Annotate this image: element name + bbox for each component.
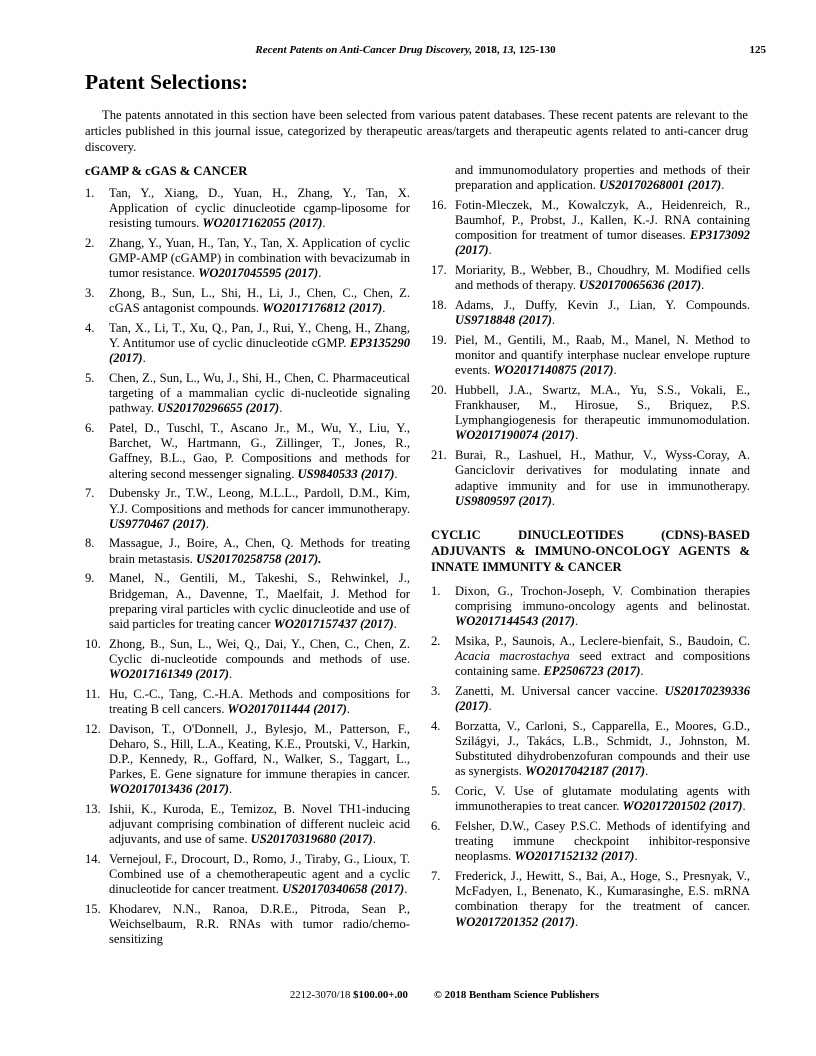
entry-text: Msika, P., Saunois, A., Leclere-bienfait, S., Baudoin, C. Acacia macrostachya seed extract and compositions containing same. EP2506723 (2017). — [455, 633, 750, 679]
patent-number: WO2017144543 (2017) — [455, 614, 575, 629]
copyright-notice: © 2018 Bentham Science Publishers — [433, 989, 600, 1001]
patent-number: US20170258758 (2017). — [196, 551, 322, 566]
entry-number: 17. — [431, 263, 447, 278]
patent-entry — [431, 448, 750, 509]
entry-text: Tan, Y., Xiang, D., Yuan, H., Zhang, Y., Tan, X. Application of cyclic dinucleotide cgamp-liposome for resisting tumours. WO2017162055 (2017). — [109, 186, 410, 231]
entry-text: Dixon, G., Trochon-Joseph, V. Combination therapies comprising immuno-oncology agents and belinostat. WO2017144543 (2017). — [455, 583, 750, 629]
entry-number: 1. — [431, 583, 441, 598]
patent-number: US9840533 (2017) — [297, 466, 395, 481]
entry-number: 3. — [431, 683, 441, 698]
entry-continuation — [431, 163, 750, 193]
issn-price — [290, 989, 408, 1001]
patent-number: WO2017042187 (2017) — [525, 764, 646, 779]
entry-number: 9. — [85, 571, 95, 586]
patent-entry — [85, 421, 410, 482]
patent-number: WO2017152132 (2017) — [514, 849, 635, 864]
entry-number: 4. — [431, 718, 441, 733]
patent-number: WO2017201352 (2017) — [455, 914, 575, 929]
patent-number: WO2017157437 (2017) — [273, 616, 394, 631]
patent-number: EP3173092 (2017) — [455, 228, 750, 258]
patent-entry — [85, 186, 410, 231]
patent-entry — [431, 684, 750, 714]
patent-number: WO2017176812 (2017) — [262, 301, 383, 316]
patent-number: WO2017140875 (2017) — [493, 363, 614, 378]
entry-text: Chen, Z., Sun, L., Wu, J., Shi, H., Chen, C. Pharmaceutical targeting of a mammalian cyclic di-nucleotide signaling pathway. US20170296655 (2017). — [109, 371, 410, 416]
entry-text: Manel, N., Gentili, M., Takeshi, S., Rehwinkel, J., Bridgeman, A., Davenne, T., Maelfait, J. Method for preparing viral particles with cyclic dinucleotide and use of said particles for treating cancer WO2017157437 (2017). — [109, 571, 410, 631]
issn-code: 2212-3070/18 — [289, 989, 351, 1001]
patent-number: US9809597 (2017) — [455, 493, 552, 508]
patent-entry — [431, 383, 750, 444]
entry-text: Felsher, D.W., Casey P.S.C. Methods of identifying and treating immune checkpoint inhibitor-responsive neoplasms. WO2017152132 (2017). — [455, 819, 750, 864]
italic-term: Acacia macrostachya — [455, 649, 570, 664]
journal-pages: 125-130 — [518, 44, 556, 56]
patent-number: US20170319680 (2017) — [250, 832, 373, 847]
entry-number: 4. — [85, 321, 95, 336]
patent-number: US20170296655 (2017) — [157, 401, 280, 416]
patent-entry — [431, 198, 750, 259]
patent-number: WO2017161349 (2017) — [109, 666, 229, 681]
patent-number: US20170065636 (2017) — [579, 278, 702, 293]
entry-text: Zhong, B., Sun, L., Shi, H., Li, J., Chen, C., Chen, Z. cGAS antagonist compounds. WO2017176812 (2017). — [109, 286, 410, 316]
entry-text: Zhong, B., Sun, L., Wei, Q., Dai, Y., Chen, C., Chen, Z. Cyclic di-nucleotide compounds and methods of use. WO2017161349 (2017). — [109, 636, 410, 681]
patent-entry — [85, 571, 410, 632]
entry-text: Frederick, J., Hewitt, S., Bai, A., Hoge, S., Presnyak, V., McFadyen, I., Benenato, K., Kumarasinghe, E.S. mRNA combination therapy for the treatment of cancer. WO2017201352 (2017). — [455, 869, 750, 929]
patent-number: WO2017013436 (2017) — [109, 782, 229, 797]
entry-text: Zhang, Y., Yuan, H., Tan, Y., Tan, X. Application of cyclic GMP-AMP (cGAMP) in combination with bevacizumab in tumor resistance. WO2017045595 (2017). — [109, 236, 410, 281]
entry-text: Massague, J., Boire, A., Chen, Q. Methods for treating brain metastasis. US20170258758 (2017). — [109, 536, 410, 566]
entry-number: 18. — [431, 298, 447, 313]
page-title: Patent Selections: — [85, 70, 249, 94]
entry-number: 19. — [431, 332, 447, 347]
right-column — [431, 163, 750, 952]
price-code: $100.00+.00 — [353, 989, 408, 1001]
entry-number: 14. — [85, 851, 101, 866]
patent-number: WO2017011444 (2017) — [227, 701, 347, 716]
entry-number: 16. — [431, 197, 447, 212]
entry-number: 21. — [431, 448, 447, 463]
patent-entry — [85, 536, 410, 566]
entry-number: 15. — [85, 902, 101, 917]
entry-number: 1. — [85, 186, 95, 200]
patent-number: US20170268001 (2017) — [599, 178, 722, 193]
entry-number: 5. — [431, 784, 441, 799]
entry-number: 13. — [85, 801, 101, 816]
entry-number: 10. — [85, 636, 101, 651]
journal-name: Recent Patents on Anti-Cancer Drug Discovery, — [255, 44, 473, 56]
patent-entry — [85, 371, 410, 416]
patent-number: WO2017162055 (2017) — [202, 216, 323, 231]
entry-text: Borzatta, V., Carloni, S., Capparella, E., Moores, G.D., Szilágyi, J., Takács, L.B., Schmidt, J., Johnston, M. Substituted dihydrobenzofuran compounds and their use as synergists. WO2017042187 (2017). — [455, 718, 750, 779]
entry-number: 11. — [85, 686, 101, 701]
entry-text: Zanetti, M. Universal cancer vaccine. US20170239336 (2017). — [455, 683, 750, 714]
patent-entry — [85, 486, 410, 531]
entry-number: 20. — [431, 383, 447, 397]
entry-text: Dubensky Jr., T.W., Leong, M.L.L., Pardoll, D.M., Kim, Y.J. Compositions and methods for cancer immunotherapy. US9770467 (2017). — [109, 486, 410, 531]
entry-text: and immunomodulatory properties and methods of their preparation and application. US20170268001 (2017). — [455, 163, 750, 193]
entry-text: Adams, J., Duffy, Kevin J., Lian, Y. Compounds. US9718848 (2017). — [455, 298, 750, 328]
entry-number: 7. — [85, 486, 95, 501]
patent-number: WO2017045595 (2017) — [198, 266, 319, 281]
patent-entry — [85, 902, 410, 947]
entry-text: Burai, R., Lashuel, H., Mathur, V., Wyss-Coray, A. Ganciclovir derivatives for modulating innate and adaptive immunity and for use in immunotherapy. US9809597 (2017). — [455, 448, 750, 508]
section-heading: cGAMP & cGAS & CANCER — [85, 164, 248, 178]
entry-number: 6. — [85, 421, 95, 436]
patent-entry — [431, 784, 750, 814]
entry-text: Tan, X., Li, T., Xu, Q., Pan, J., Rui, Y., Cheng, H., Zhang, Y. Antitumor use of cyclic dinucleotide cGMP. EP3135290 (2017). — [109, 321, 410, 366]
journal-volume: 13, — [502, 44, 517, 56]
patent-number: US9770467 (2017) — [109, 516, 206, 531]
entry-number: 5. — [85, 371, 95, 386]
journal-year: 2018, — [474, 44, 500, 56]
entry-text: Ishii, K., Kuroda, E., Temizoz, B. Novel TH1-inducing adjuvant comprising combination of different nucleic acid adjuvants, and use of same. US20170319680 (2017). — [109, 801, 410, 847]
entry-number: 6. — [431, 819, 441, 833]
patent-number: US20170340658 (2017) — [282, 882, 405, 897]
entry-text: Hu, C.-C., Tang, C.-H.A. Methods and compositions for treating B cell cancers. WO2017011444 (2017). — [109, 686, 410, 716]
patent-entry — [85, 802, 410, 847]
left-column — [85, 163, 410, 952]
entry-number: 2. — [85, 236, 95, 251]
entry-number: 7. — [431, 869, 441, 884]
entry-text: Hubbell, J.A., Swartz, M.A., Yu, S.S., Vokali, E., Frankhauser, M., Hirosue, S., Briquez, P.S. Lymphangiogenesis for therapeutic immunomodulation. WO2017190074 (2017). — [455, 383, 750, 443]
entry-text: Khodarev, N.N., Ranoa, D.R.E., Pitroda, Sean P., Weichselbaum, R.R. RNAs with tumor radio/chemo-sensitizing — [109, 902, 410, 947]
patent-entry — [85, 852, 410, 897]
patent-entry — [431, 333, 750, 378]
patent-number: WO2017190074 (2017) — [455, 428, 575, 443]
entry-number: 3. — [85, 286, 95, 301]
patent-entry — [85, 722, 410, 798]
patent-entry — [431, 819, 750, 864]
patent-entry — [431, 584, 750, 629]
patent-entry — [431, 298, 750, 328]
patent-entry — [85, 637, 410, 682]
section-heading: CYCLIC DINUCLEOTIDES (CDNS)-BASED ADJUVANTS & IMMUNO-ONCOLOGY AGENTS & INNATE IMMUNITY & CANCER — [431, 527, 750, 574]
two-column-body — [85, 163, 750, 952]
patent-entry — [85, 687, 410, 717]
patent-entry — [431, 634, 750, 679]
entry-number: 8. — [85, 536, 95, 551]
patent-number: EP3135290 (2017) — [109, 336, 410, 366]
intro-paragraph: The patents annotated in this section have been selected from various patent databases. These recent patents are relevant to the articles published in this journal issue, categorized by therapeutic areas/targets and therapeutic agents related to anti-cancer drug discovery. — [85, 108, 748, 154]
patent-entry — [431, 869, 750, 930]
patent-number: US20170239336 (2017) — [455, 683, 750, 714]
entry-text: Fotin-Mleczek, M., Kowalczyk, A., Heidenreich, R., Baumhof, P., Probst, J., Kallen, K.-J. RNA containing composition for treatment of tumor diseases. EP3173092 (2017). — [455, 197, 750, 258]
patent-entry — [431, 263, 750, 293]
entry-text: Moriarity, B., Webber, B., Choudhry, M. Modified cells and methods of therapy. US20170065636 (2017). — [455, 263, 750, 293]
entry-text: Davison, T., O'Donnell, J., Bylesjo, M., Patterson, F., Deharo, S., Hill, L.A., Keating, K.E., Proutski, V., Harkin, D.P., Kennedy, R., Goffard, N., Walker, S., Taggart, L., Parkes, E. Gene signature for immune therapies in cancer. WO2017013436 (2017). — [109, 721, 410, 797]
patent-entry — [85, 286, 410, 316]
entry-number: 12. — [85, 721, 101, 736]
patent-number: US9718848 (2017) — [455, 313, 552, 328]
page-number: 125 — [749, 44, 766, 56]
running-head — [85, 44, 766, 57]
patent-entry — [85, 236, 410, 281]
entry-text: Piel, M., Gentili, M., Raab, M., Manel, N. Method to monitor and quantify interphase nuclear envelope rupture events. WO2017140875 (2017). — [455, 332, 750, 378]
patent-number: WO2017201502 (2017) — [622, 799, 743, 814]
entry-number: 2. — [431, 633, 441, 648]
entry-text: Vernejoul, F., Drocourt, D., Romo, J., Tiraby, G., Lioux, T. Combined use of a chemotherapeutic agent and a cyclic dinucleotide for cancer treatment. US20170340658 (2017). — [109, 851, 410, 897]
entry-text: Coric, V. Use of glutamate modulating agents with immunotherapies to treat cancer. WO2017201502 (2017). — [455, 784, 750, 814]
entry-text: Patel, D., Tuschl, T., Ascano Jr., M., Wu, Y., Liu, Y., Barchet, W., Hartmann, G., Zillinger, T., Jones, R., Gaffney, B.L., Gao, P. Compositions and methods for altering second messenger signaling. US9840533 (2017). — [109, 421, 410, 481]
page-header — [85, 44, 766, 57]
patent-number: EP2506723 (2017) — [543, 664, 641, 679]
patent-entry — [431, 719, 750, 780]
page-footer — [85, 989, 748, 1001]
patent-entry — [85, 321, 410, 366]
